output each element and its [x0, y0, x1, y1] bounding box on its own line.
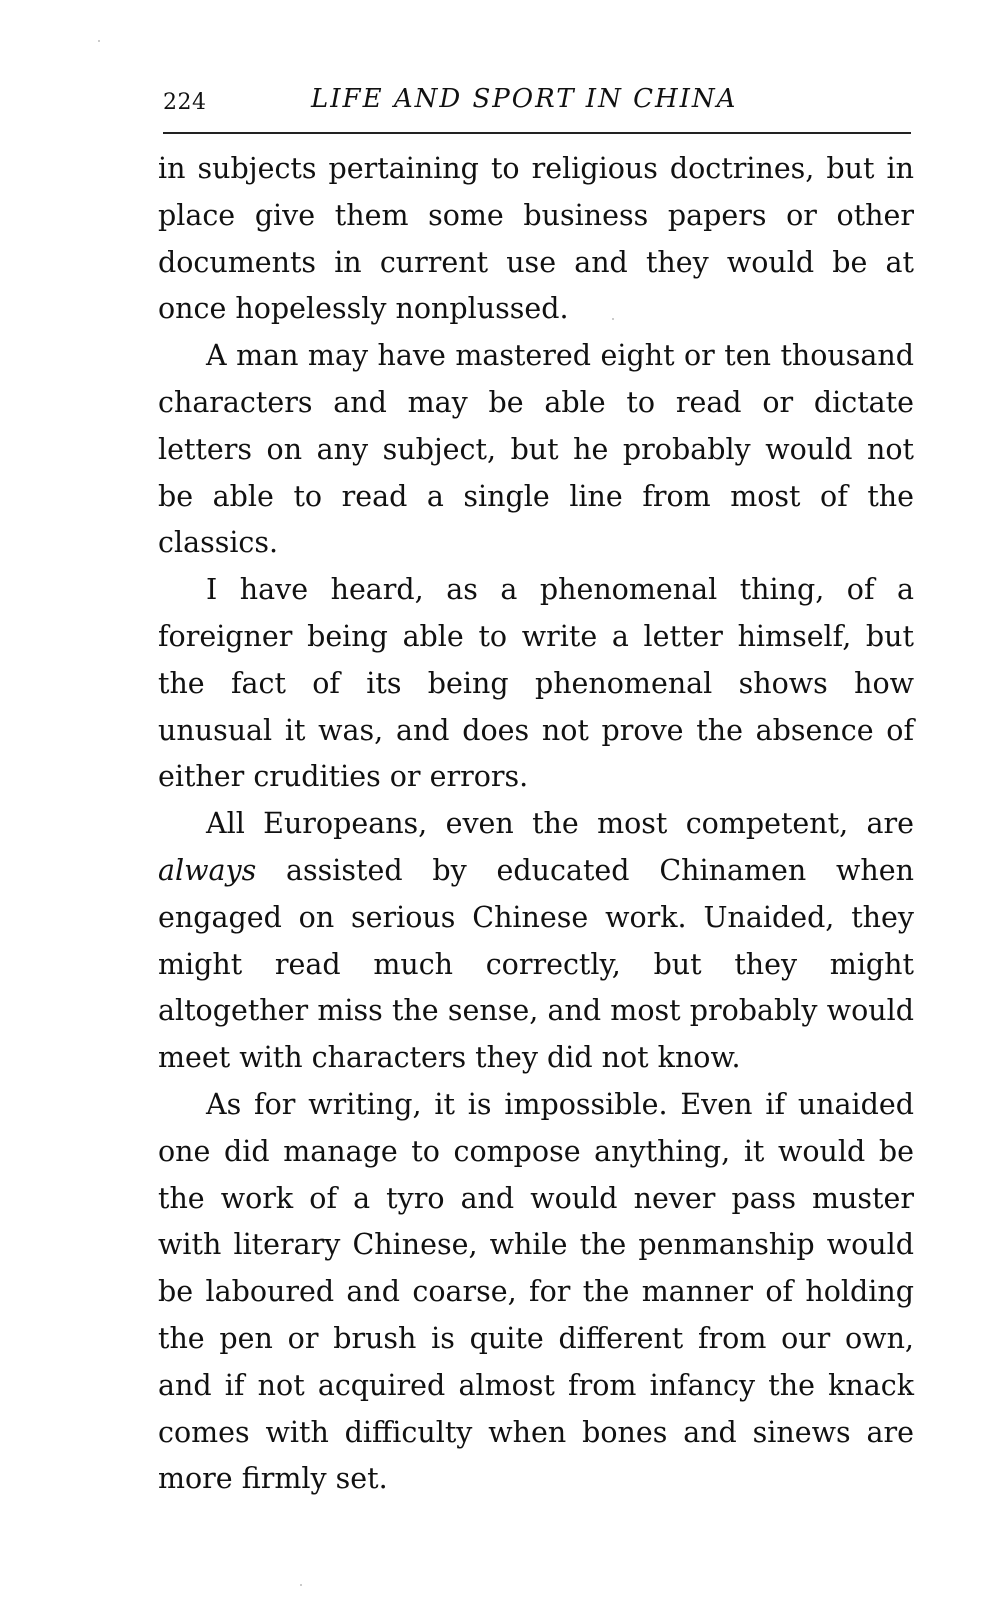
paragraph-5: As for writing, it is impossible. Even if unaided one did manage to compose anything, it would be the work of a tyro and would never pass muster with literary Chinese, while the penmanship would be laboured and coarse, for the manner of holding the pen or brush is quite different from our own, and if not acquired almost from infancy the knack comes with difficulty when bones and sinews are more firmly set.: [158, 1087, 914, 1496]
body-text: [158, 146, 914, 1503]
page-header: [163, 84, 913, 124]
paragraph-3: I have heard, as a phenomenal thing, of a foreigner being able to write a letter himself, but the fact of its being phenomenal shows how unusual it was, and does not prove the absence of either crudities or errors.: [158, 573, 914, 794]
scan-speck: [300, 1584, 302, 1586]
paragraph-1: in subjects pertaining to religious doctrines, but in place give them some business papers or other documents in current use and they would be at once hopelessly nonplussed.: [158, 152, 914, 326]
paragraph-4: [158, 801, 914, 1082]
scan-speck: [98, 40, 100, 42]
paragraph-4-rest: assisted by educated Chinamen when engaged on serious Chinese work. Unaided, they might read much correctly, but they might altogether miss the sense, and most probably would meet with characters they did not know.: [158, 853, 914, 1075]
paragraph-2: A man may have mastered eight or ten thousand characters and may be able to read or dictate letters on any subject, but he probably would not be able to read a single line from most of the classics.: [158, 339, 914, 560]
emphasis-always: always: [158, 853, 257, 887]
header-rule: [163, 132, 911, 134]
paragraph-4-lead: All Europeans, even the most competent, are: [206, 807, 914, 841]
page-number: 224: [163, 90, 207, 115]
running-title: LIFE AND SPORT IN CHINA: [311, 84, 738, 114]
